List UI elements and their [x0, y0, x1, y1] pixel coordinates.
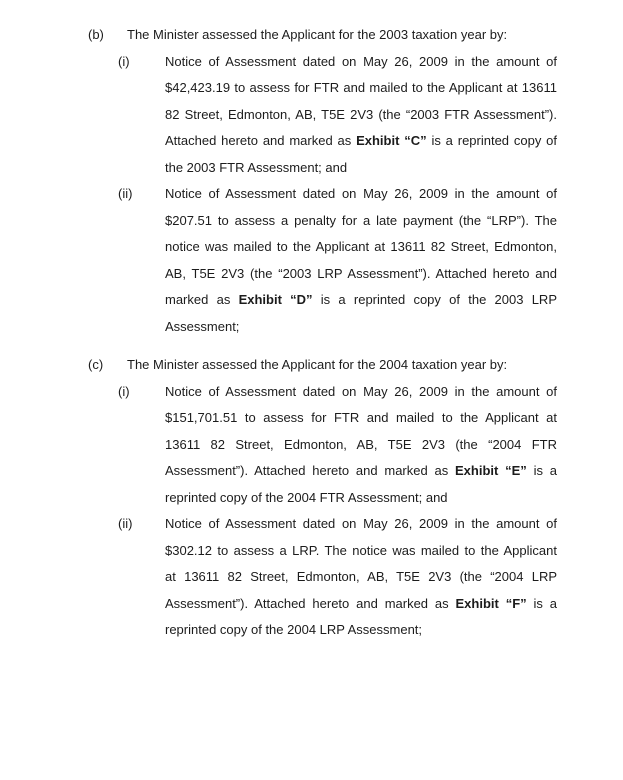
subitem-c-ii-label: (ii): [118, 516, 133, 531]
text-line: Assessment;: [165, 318, 240, 334]
text-line: notice was mailed to the Applicant at 13611 82 Street, Edmonton,: [165, 239, 557, 254]
subitem-b-i-body: [165, 49, 557, 182]
text-line: Assessment”). Attached hereto and marked as Exhibit “F” is a: [165, 595, 558, 611]
text-line: 13611 82 Street, Edmonton, AB, T5E 2V3 (the “2004 FTR: [165, 436, 557, 452]
subitem-b-i-label: (i): [118, 53, 130, 69]
text-line: Notice of Assessment dated on May 26, 2009 in the amount of: [165, 383, 557, 399]
paragraph-c-intro: The Minister assessed the Applicant for the 2004 taxation year by:: [127, 357, 508, 372]
text-line: Notice of Assessment dated on May 26, 2009 in the amount of: [165, 53, 557, 69]
text-line: marked as Exhibit “D” is a reprinted copy of the 2003 LRP: [165, 292, 557, 307]
subitem-b-i: [0, 49, 623, 182]
paragraph-b-intro: The Minister assessed the Applicant for the 2003 taxation year by:: [127, 27, 508, 42]
subitem-c-i-body: [165, 379, 557, 512]
paragraph-c: [0, 352, 623, 644]
subitem-b-ii: [0, 181, 623, 340]
text-line: Notice of Assessment dated on May 26, 2009 in the amount of: [165, 186, 557, 201]
text-line: $151,701.51 to assess for FTR and mailed to the Applicant at: [165, 410, 557, 425]
text-line: 82 Street, Edmonton, AB, T5E 2V3 (the “2003 FTR Assessment”).: [165, 106, 557, 122]
subitem-c-i-label: (i): [118, 383, 130, 399]
text-line: $207.51 to assess a penalty for a late payment (the “LRP”). The: [165, 212, 557, 228]
paragraph-b-intro-row: [0, 22, 623, 49]
text-line: Assessment”). Attached hereto and marked as Exhibit “E” is a: [165, 463, 558, 478]
paragraph-c-intro-row: [0, 352, 623, 379]
paragraph-b-label: (b): [88, 27, 104, 42]
text-line: reprinted copy of the 2004 LRP Assessment;: [165, 622, 423, 637]
paragraph-c-label: (c): [88, 357, 104, 372]
subitem-b-ii-label: (ii): [118, 186, 133, 201]
subitem-c-ii-body: [165, 511, 557, 644]
subitem-b-ii-body: [165, 181, 557, 340]
paragraph-b: [0, 22, 623, 340]
text-line: Attached hereto and marked as Exhibit “C” is a reprinted copy of: [165, 133, 557, 148]
text-line: reprinted copy of the 2004 FTR Assessment; and: [165, 489, 448, 505]
text-line: $302.12 to assess a LRP. The notice was mailed to the Applicant: [165, 542, 557, 558]
text-line: $42,423.19 to assess for FTR and mailed to the Applicant at 13611: [165, 80, 557, 95]
text-line: at 13611 82 Street, Edmonton, AB, T5E 2V3 (the “2004 LRP: [165, 569, 557, 584]
text-line: the 2003 FTR Assessment; and: [165, 159, 348, 175]
text-line: AB, T5E 2V3 (the “2003 LRP Assessment”). Attached hereto and: [165, 265, 557, 281]
subitem-c-ii: [0, 511, 623, 644]
text-line: Notice of Assessment dated on May 26, 2009 in the amount of: [165, 516, 557, 531]
subitem-c-i: [0, 379, 623, 512]
